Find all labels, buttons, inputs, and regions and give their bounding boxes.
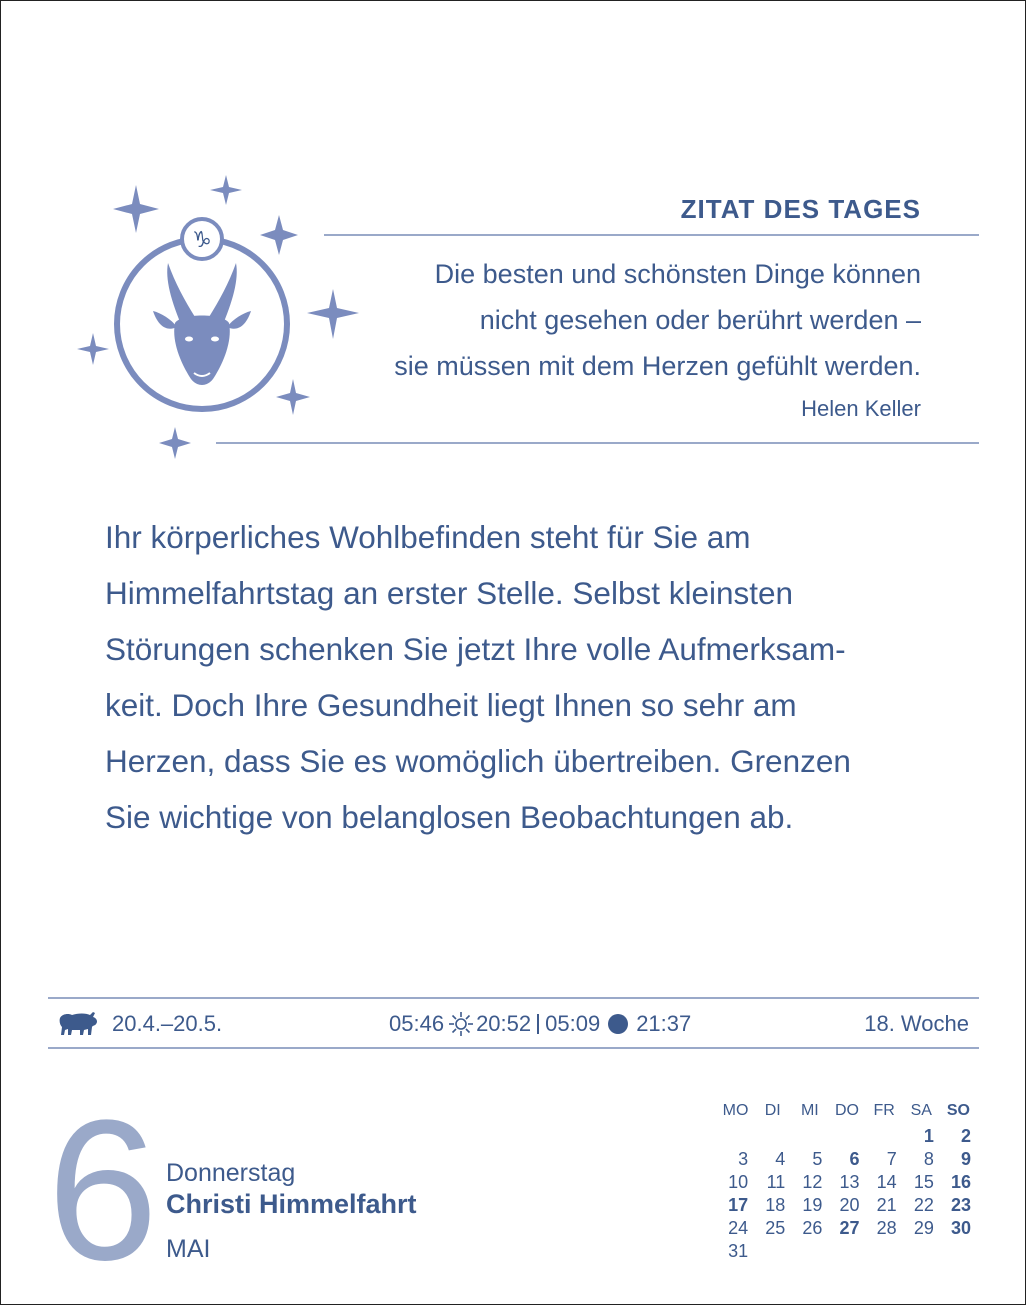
weekday-header: SA: [910, 1102, 932, 1119]
sun-icon: [448, 1011, 474, 1037]
holiday-name: Christi Himmelfahrt: [166, 1189, 417, 1219]
mini-calendar-day: 30: [950, 1218, 971, 1238]
sun-moon-times: [389, 1011, 691, 1037]
info-bar: [48, 999, 979, 1047]
capricorn-ibex-icon: [153, 263, 251, 385]
mini-calendar-day: 1: [923, 1126, 934, 1146]
capricorn-symbol-icon: ♑: [192, 228, 212, 253]
mini-calendar-day: 14: [876, 1172, 897, 1192]
mini-calendar-day: 18: [765, 1195, 786, 1215]
divider: [324, 234, 979, 236]
mini-calendar-day: [791, 1240, 828, 1263]
mini-calendar-day: 3: [738, 1149, 749, 1169]
weekday-header: MI: [800, 1102, 819, 1119]
mini-calendar-day: 12: [802, 1172, 823, 1192]
mini-calendar-day: 24: [728, 1218, 749, 1238]
day-number: 6: [47, 1079, 159, 1302]
sunset-time: 20:52: [476, 1011, 532, 1036]
mini-calendar-week: [717, 1171, 977, 1194]
weekday-header: MO: [722, 1102, 749, 1119]
mini-calendar-week: [717, 1217, 977, 1240]
weekday-header: DO: [834, 1102, 859, 1119]
quote-line: nicht gesehen oder berührt werden –: [479, 305, 921, 335]
sunrise-time: 05:46: [389, 1011, 445, 1036]
mini-calendar-day: 31: [728, 1241, 749, 1261]
quote-title: ZITAT DES TAGES: [680, 194, 921, 224]
mini-calendar-day: [828, 1125, 865, 1148]
mini-calendar-day: 20: [839, 1195, 860, 1215]
mini-calendar-day: 8: [923, 1149, 934, 1169]
moonrise-time: 05:09: [545, 1011, 601, 1036]
horoscope-line: Himmelfahrtstag an erster Stelle. Selbst kleinsten: [105, 575, 794, 611]
mini-calendar-day: [866, 1240, 903, 1263]
horoscope-line: Störungen schenken Sie jetzt Ihre volle Aufmerksam-: [105, 631, 846, 667]
mini-calendar-day: 19: [802, 1195, 823, 1215]
mini-calendar-day: [717, 1125, 754, 1148]
mini-calendar-day: [791, 1125, 828, 1148]
mini-calendar-day: [754, 1240, 791, 1263]
mini-calendar-day: 21: [876, 1195, 897, 1215]
mini-calendar-header: [717, 1097, 977, 1125]
bull-icon: [58, 1010, 98, 1036]
mini-calendar-day: 10: [728, 1172, 749, 1192]
mini-calendar-day: 13: [839, 1172, 860, 1192]
mini-calendar-day: 25: [765, 1218, 786, 1238]
zodiac-date-range: 20.4.–20.5.: [112, 1011, 223, 1036]
mini-calendar-day: [754, 1125, 791, 1148]
mini-calendar-day: 28: [876, 1218, 897, 1238]
mini-calendar-day: 4: [775, 1149, 786, 1169]
weekday-header: FR: [873, 1102, 895, 1119]
divider: [216, 442, 979, 444]
mini-calendar-day: 7: [886, 1149, 897, 1169]
mini-calendar-day: 27: [839, 1218, 860, 1238]
horoscope-line: Ihr körperliches Wohlbefinden steht für Sie am: [105, 519, 751, 555]
mini-calendar-day: [828, 1240, 865, 1263]
weekday: Donnerstag: [166, 1159, 296, 1187]
month-name: MAI: [166, 1235, 211, 1263]
mini-calendar-day: [903, 1240, 940, 1263]
mini-calendar-day: 5: [812, 1149, 823, 1169]
mini-calendar-week: [717, 1148, 977, 1171]
mini-calendar-day: 9: [960, 1149, 971, 1169]
mini-calendar-day: 29: [913, 1218, 934, 1238]
mini-calendar-week: [717, 1125, 977, 1148]
mini-calendar: [717, 1097, 977, 1263]
mini-calendar-day: 6: [849, 1149, 860, 1169]
mini-calendar-day: 16: [950, 1172, 971, 1192]
week-number: 18. Woche: [864, 1011, 969, 1036]
mini-calendar-day: 26: [802, 1218, 823, 1238]
quote-author: Helen Keller: [801, 396, 921, 421]
horoscope-line: Sie wichtige von belanglosen Beobachtungen ab.: [105, 799, 794, 835]
quote-line: Die besten und schönsten Dinge können: [434, 259, 921, 289]
horoscope-line: keit. Doch Ihre Gesundheit liegt Ihnen so sehr am: [105, 687, 797, 723]
mini-calendar-day: 23: [950, 1195, 971, 1215]
mini-calendar-day: 11: [766, 1172, 786, 1192]
mini-calendar-week: [717, 1194, 977, 1217]
mini-calendar-day: 15: [913, 1172, 934, 1192]
weekday-header: DI: [764, 1102, 781, 1119]
mini-calendar-day: [866, 1125, 903, 1148]
quote-line: sie müssen mit dem Herzen gefühlt werden.: [394, 351, 921, 381]
separator: [537, 1014, 539, 1034]
mini-calendar-day: 17: [728, 1195, 749, 1215]
mini-calendar-day: 22: [913, 1195, 934, 1215]
moon-icon: [608, 1014, 628, 1034]
mini-calendar-day: 2: [960, 1126, 971, 1146]
moonset-time: 21:37: [636, 1011, 692, 1036]
divider: [48, 1047, 979, 1049]
quote-text: [301, 251, 921, 389]
horoscope-line: Herzen, dass Sie es womöglich übertreiben. Grenzen: [105, 743, 851, 779]
horoscope-text: [105, 509, 965, 845]
weekday-header: SO: [946, 1102, 970, 1119]
mini-calendar-day: [940, 1240, 977, 1263]
mini-calendar-week: [717, 1240, 977, 1263]
